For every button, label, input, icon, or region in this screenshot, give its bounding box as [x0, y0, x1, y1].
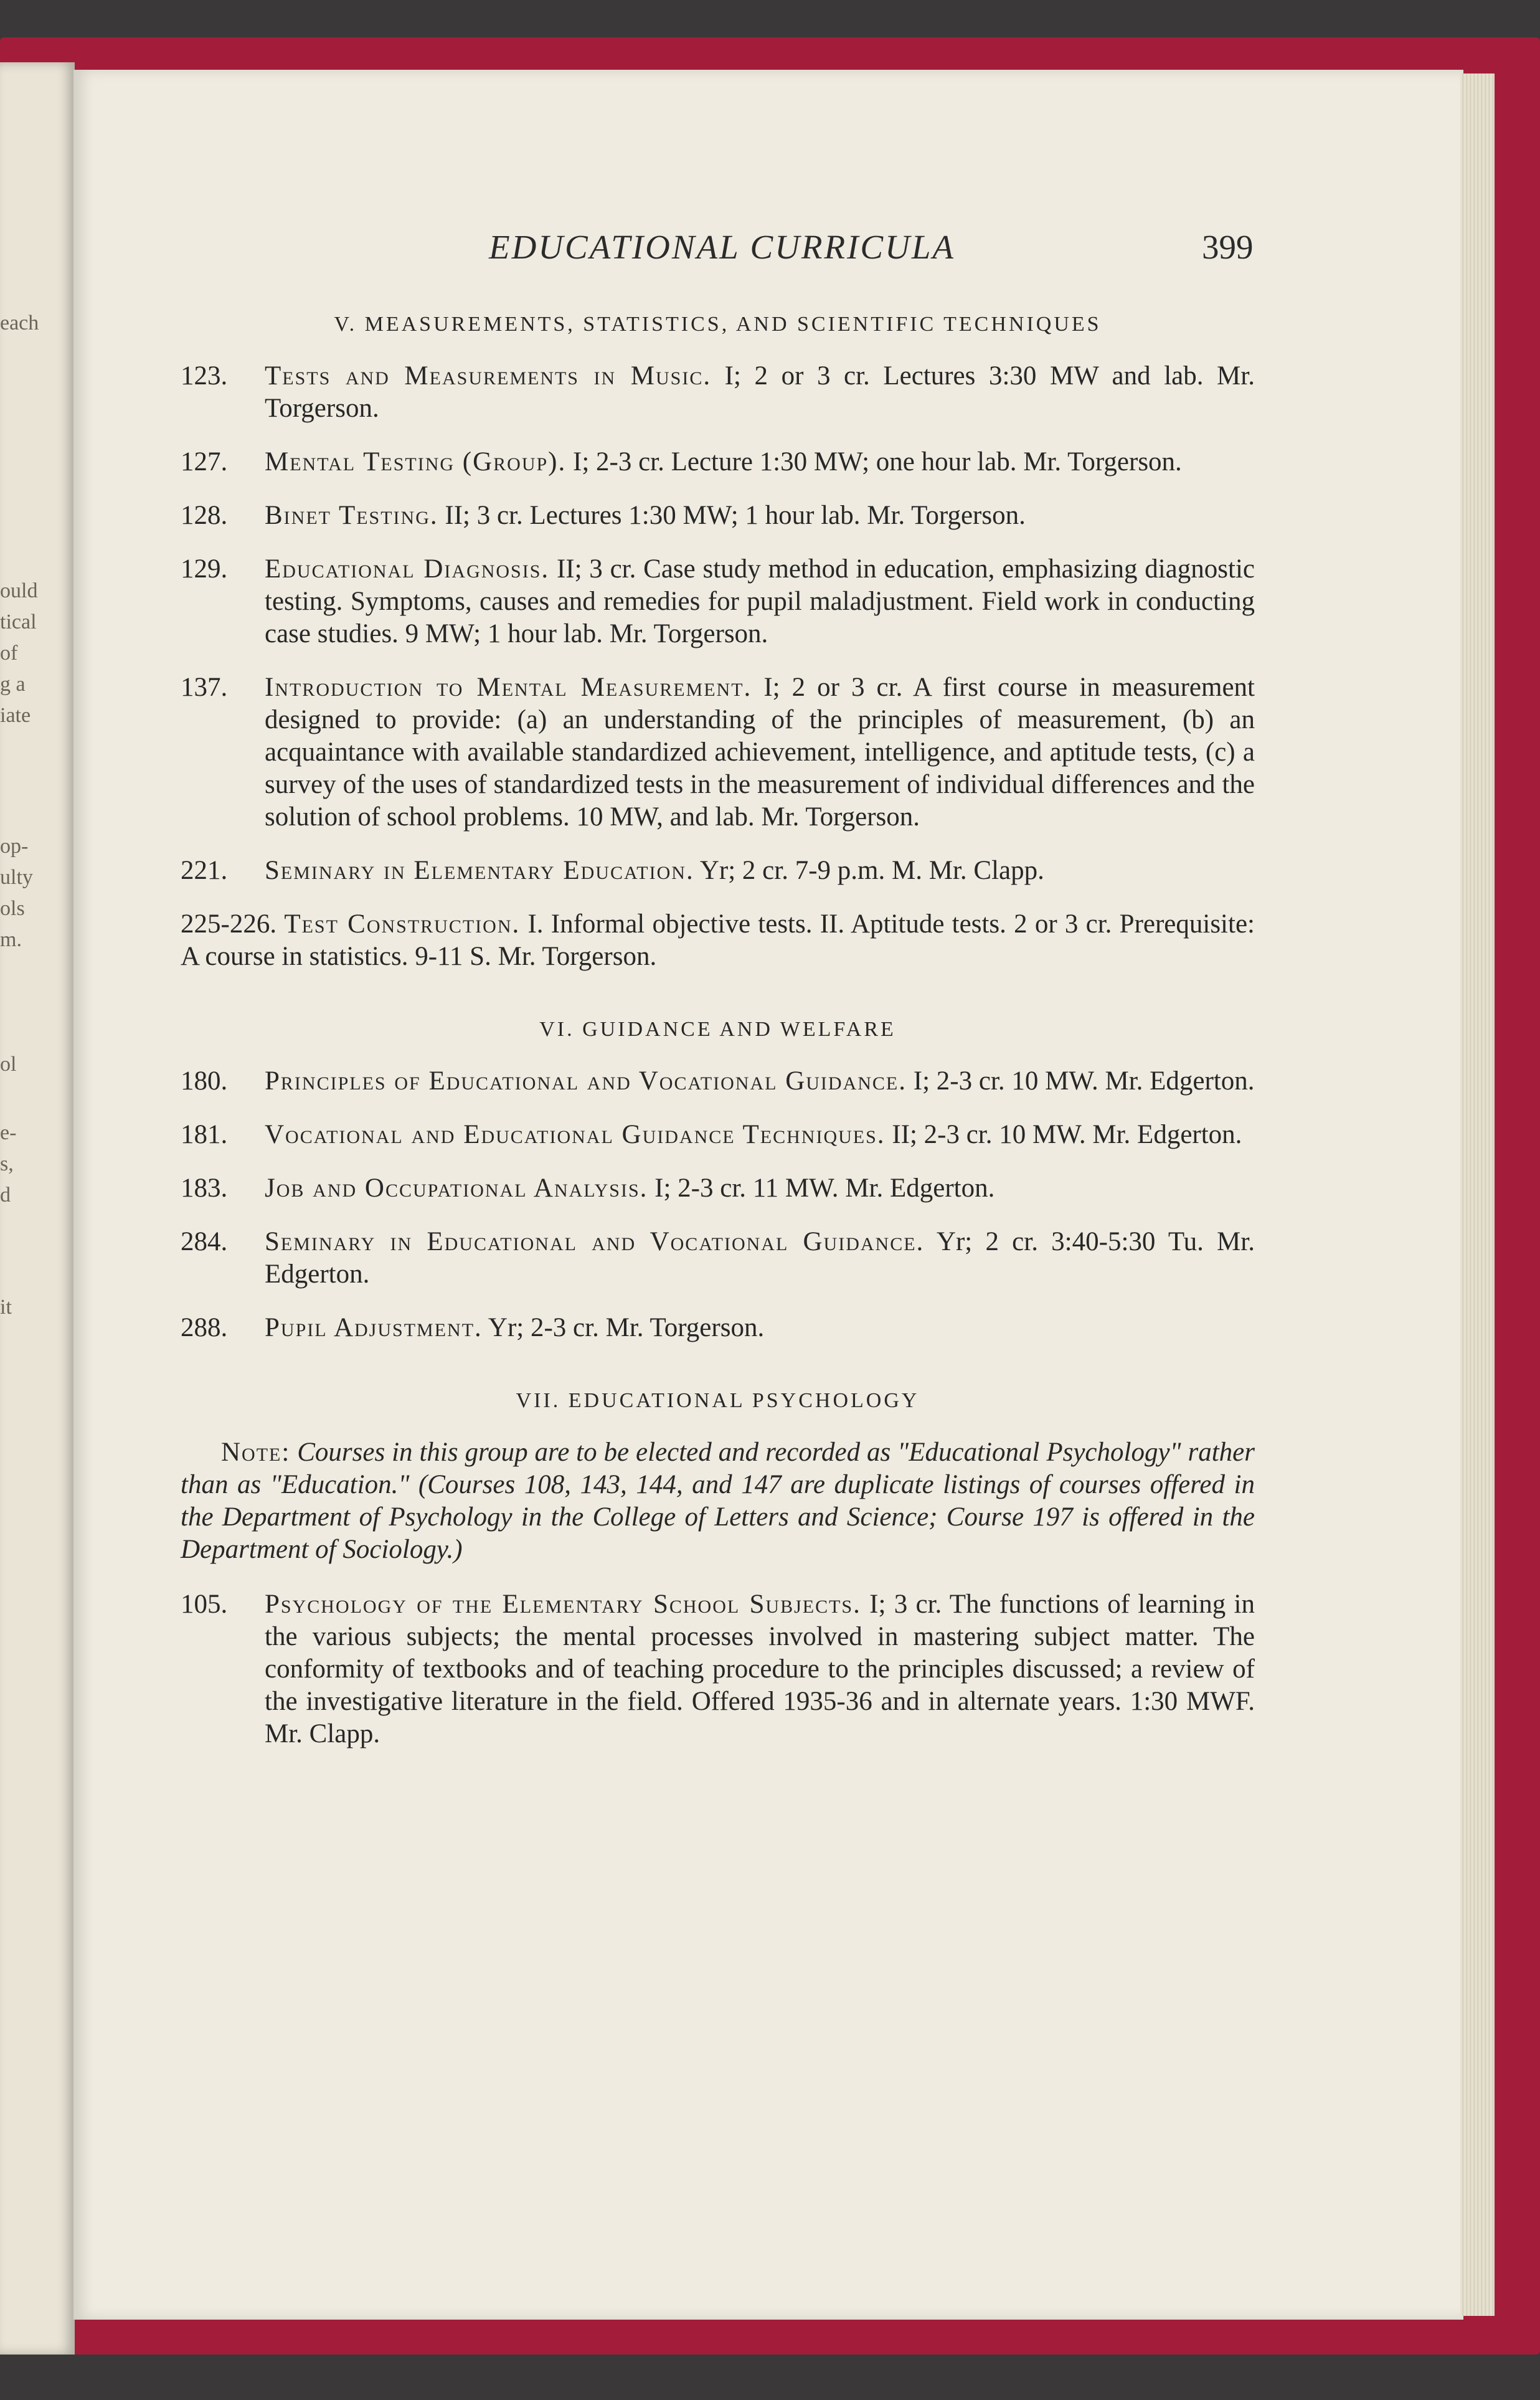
left-page-fragment: ol: [0, 1053, 17, 1076]
course-description: II; 3 cr. Case study method in education, emphasizing diagnostic testing. Symptoms, causes and remedies for pupil maladjustment. Field work in conducting case studies. 9 MW; 1 hour lab. Mr. Torgerson.: [265, 554, 1255, 648]
course-description: I; 2-3 cr. Lecture 1:30 MW; one hour lab. Mr. Torgerson.: [566, 447, 1182, 477]
course-title: Binet Testing.: [265, 501, 438, 530]
course-description: I; 2 or 3 cr. A first course in measurement designed to provide: (a) an understanding of the principles of measurement, (b) an acquaintance with available standardized achievement, intelligence, and aptitude tests, (c) a survey of the uses of standardized tests in the measurement of individual differences and the solution of school problems. 10 MW, and lab. Mr. Torgerson.: [265, 673, 1255, 832]
left-page-fragment: tical: [0, 610, 37, 633]
left-page-fragment: m.: [0, 928, 22, 951]
course-entry: [181, 908, 1255, 973]
left-page-fragment: d: [0, 1183, 11, 1207]
course-description: I; 2-3 cr. 11 MW. Mr. Edgerton.: [648, 1174, 995, 1203]
page-number: 399: [1202, 228, 1254, 266]
section-heading: V. MEASUREMENTS, STATISTICS, AND SCIENTIFIC TECHNIQUES: [334, 313, 1102, 336]
left-page-fragment: of: [0, 642, 18, 665]
course-title: Job and Occupational Analysis.: [265, 1174, 648, 1203]
course-number: 127.: [181, 447, 228, 477]
left-page-fragment: it: [0, 1296, 12, 1319]
course-entry: [181, 1065, 1255, 1098]
course-number: 183.: [181, 1174, 228, 1203]
left-page-fragment: ols: [0, 897, 25, 920]
course-number: 123.: [181, 361, 228, 391]
course-title: Pupil Adjustment.: [265, 1313, 483, 1342]
course-entry: [181, 1119, 1255, 1151]
course-description: I; 2 or 3 cr. Lectures 3:30 MW and lab. Mr. Torgerson.: [265, 361, 1255, 423]
course-entry: [181, 1226, 1255, 1291]
course-description: Yr; 2-3 cr. Mr. Torgerson.: [482, 1313, 765, 1342]
course-number: 181.: [181, 1120, 228, 1149]
left-page-fragment: g a: [0, 673, 26, 696]
course-entry: [181, 855, 1255, 887]
section-heading: VI. GUIDANCE AND WELFARE: [539, 1018, 896, 1041]
course-number: 225-226.: [181, 909, 277, 939]
left-page-fragment: e-: [0, 1121, 17, 1144]
course-title: Principles of Educational and Vocational Guidance.: [265, 1066, 907, 1096]
left-page-fragment: ulty: [0, 866, 33, 889]
course-number: 105.: [181, 1590, 228, 1619]
course-title: Seminary in Educational and Vocational Guidance.: [265, 1227, 925, 1256]
course-number: 284.: [181, 1227, 228, 1256]
previous-page-edge: [0, 62, 75, 2355]
course-entry: [181, 1172, 1255, 1205]
course-number: 288.: [181, 1313, 228, 1342]
course-title: Introduction to Mental Measurement.: [265, 673, 752, 702]
course-entry: [181, 1312, 1255, 1344]
course-title: Tests and Measurements in Music.: [265, 361, 712, 391]
left-page-fragment: iate: [0, 704, 31, 727]
page-edges: [1460, 74, 1495, 2316]
page-content: [181, 311, 1255, 1772]
course-entry: [181, 553, 1255, 650]
course-entry: [181, 1588, 1255, 1750]
course-description: II; 2-3 cr. 10 MW. Mr. Edgerton.: [885, 1120, 1242, 1149]
course-title: Test Construction.: [284, 909, 521, 939]
page-header: [0, 227, 1540, 277]
course-number: 180.: [181, 1066, 228, 1096]
course-number: 129.: [181, 554, 228, 584]
course-entry: [181, 446, 1255, 478]
course-title: Educational Diagnosis.: [265, 554, 550, 584]
left-page-fragment: each: [0, 311, 39, 334]
section-heading: VII. EDUCATIONAL PSYCHOLOGY: [516, 1389, 920, 1412]
course-entry: [181, 671, 1255, 833]
course-description: Yr; 2 cr. 3:40-5:30 Tu. Mr. Edgerton.: [265, 1227, 1255, 1289]
course-entry: [181, 500, 1255, 532]
course-title: Psychology of the Elementary School Subjects.: [265, 1590, 861, 1619]
note-body: Courses in this group are to be elected and recorded as "Educational Psychology" rather than as "Education." (Courses 108, 143, 144, and 147 are duplicate listings of courses offered in the Department of Psychology in the College of Letters and Science; Course 197 is offered in the Department of Sociology.): [181, 1438, 1255, 1564]
course-description: II; 3 cr. Lectures 1:30 MW; 1 hour lab. Mr. Torgerson.: [438, 501, 1026, 530]
course-description: Yr; 2 cr. 7-9 p.m. M. Mr. Clapp.: [694, 856, 1044, 885]
left-page-fragment: s,: [0, 1152, 14, 1175]
course-description: I; 3 cr. The functions of learning in the various subjects; the mental processes involved in mastering subject matter. The conformity of textbooks and of teaching procedure to the principles discussed; a review of the investigative literature in the field. Offered 1935-36 and in alternate years. 1:30 MWF. Mr. Clapp.: [265, 1590, 1255, 1748]
course-entry: [181, 360, 1255, 425]
course-description: I; 2-3 cr. 10 MW. Mr. Edgerton.: [907, 1066, 1255, 1096]
note-label: Note:: [221, 1438, 291, 1467]
course-description: I. Informal objective tests. II. Aptitude tests. 2 or 3 cr. Prerequisite: A course in statistics. 9-11 S. Mr. Torgerson.: [181, 909, 1255, 971]
left-page-fragment: ould: [0, 579, 38, 602]
course-title: Vocational and Educational Guidance Techniques.: [265, 1120, 886, 1149]
course-number: 128.: [181, 501, 228, 530]
running-head: EDUCATIONAL CURRICULA: [489, 228, 956, 266]
course-number: 137.: [181, 673, 228, 702]
section-note: [181, 1436, 1255, 1566]
course-title: Mental Testing (Group).: [265, 447, 567, 477]
course-title: Seminary in Elementary Education.: [265, 856, 694, 885]
course-number: 221.: [181, 856, 228, 885]
left-page-fragment: op-: [0, 835, 29, 858]
